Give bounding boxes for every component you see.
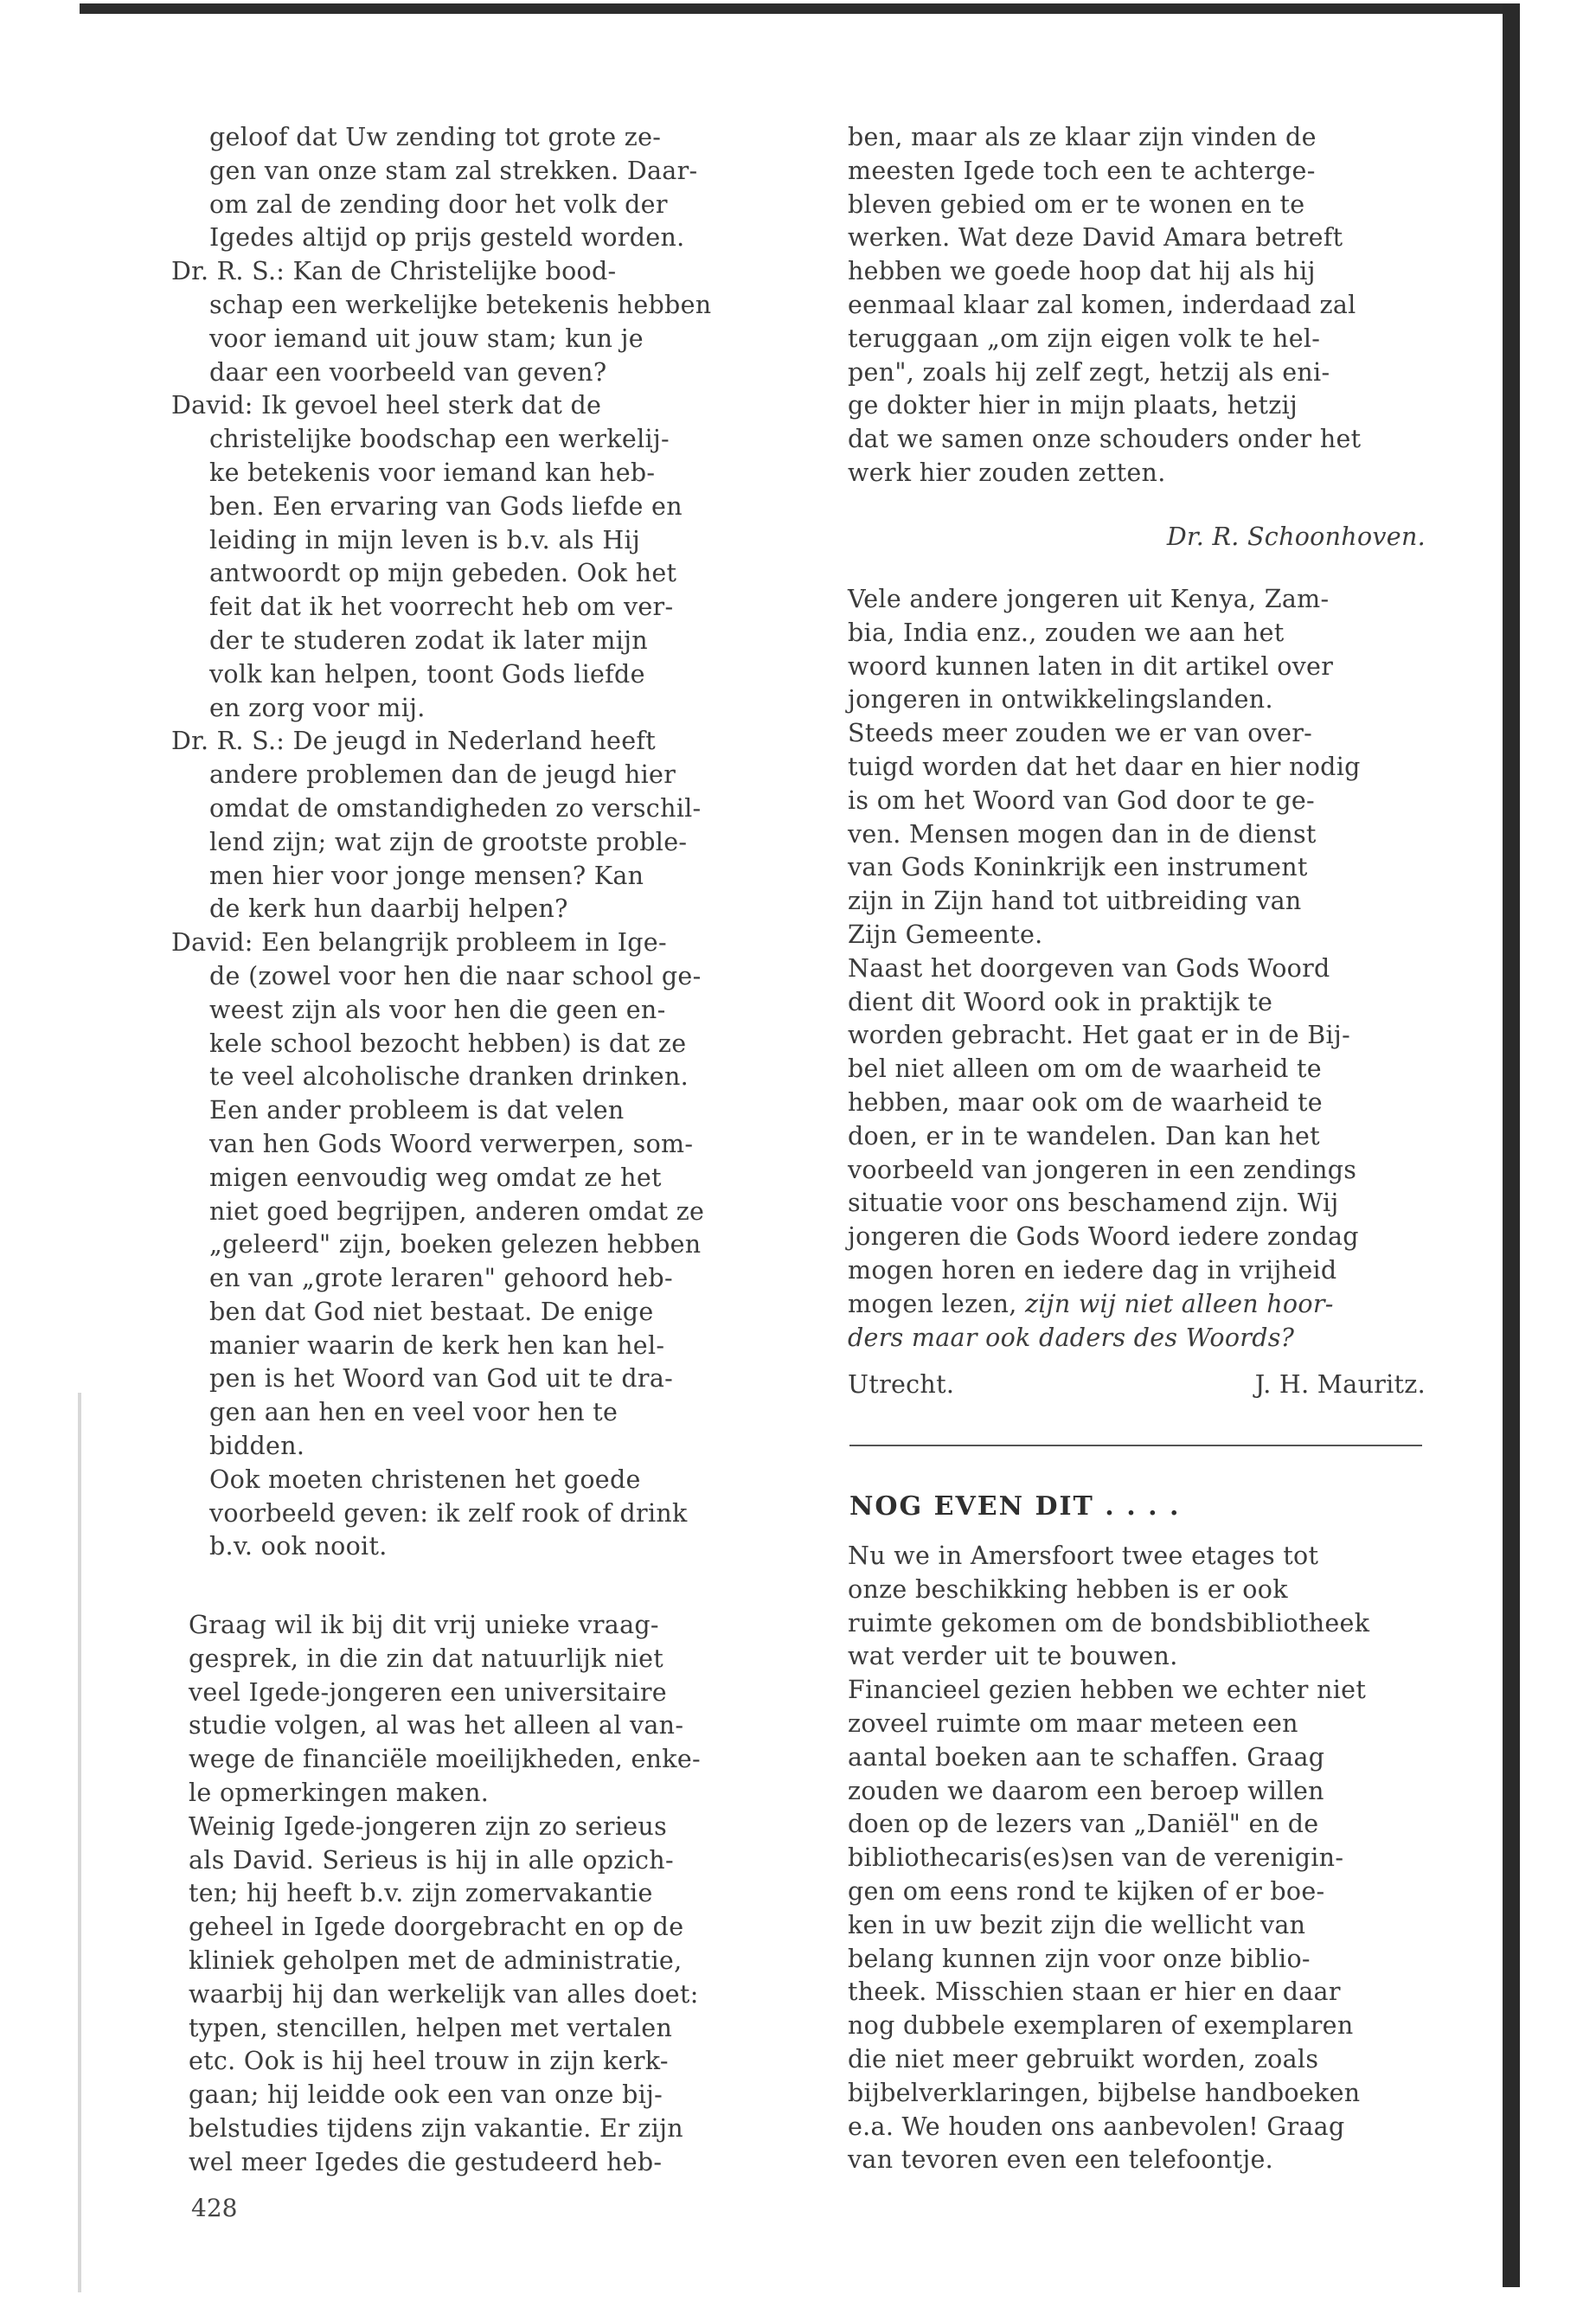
text-line: bleven gebied om er te wonen en te [848,189,1305,219]
text-line: Steeds meer zouden we er van over- [848,719,1313,748]
text-line: dient dit Woord ook in praktijk te [848,987,1273,1016]
text-line: schap een werkelijke betekenis hebben [209,290,712,319]
text-line: ke betekenis voor iemand kan heb- [209,458,656,487]
text-line: gen van onze stam zal strekken. Daar- [209,156,698,185]
text-line: meesten Igede toch een te achterge- [848,156,1316,185]
text-line: voor iemand uit jouw stam; kun je [209,324,644,353]
article-block [848,583,1436,1355]
section-heading: NOG EVEN DIT . . . . [849,1491,1181,1522]
answer-2 [171,926,768,1564]
text-line: daar een voorbeeld van geven? [209,357,607,387]
speaker-line: David: Een belangrijk probleem in Ige- [171,928,667,958]
text-line: bijbelverklaringen, bijbelse handboeken [848,2078,1361,2107]
dialogue-continuation [171,121,768,255]
text-line: typen, stencillen, helpen met vertalen [189,2013,673,2042]
text-line: nog dubbele exemplaren of exemplaren [848,2011,1354,2041]
text-line: weest zijn als voor hen die geen en- [209,995,666,1024]
speaker-line: Dr. R. S.: Kan de Christelijke bood- [171,257,617,286]
text-line: gen aan hen en veel voor hen te [209,1398,619,1427]
text-line: voorbeeld van jongeren in een zendings [848,1155,1357,1184]
text-line: zijn in Zijn hand tot uitbreiding van [848,887,1302,916]
text-line: veel Igede-jongeren een universitaire [189,1677,667,1707]
text-line: lend zijn; wat zijn de grootste proble- [209,827,688,856]
text-line: leiding in mijn leven is b.v. als Hij [209,525,641,554]
text-line: etc. Ook is hij heel trouw in zijn kerk- [189,2047,669,2076]
text-line: hebben we goede hoop dat hij als hij [848,257,1316,286]
text-line: geloof dat Uw zending tot grote ze- [209,123,662,151]
text-line: ben. Een ervaring van Gods liefde en [209,491,683,521]
question-1 [171,255,768,389]
italic-line: ders maar ook daders des Woords? [848,1323,1295,1352]
text-line: Weinig Igede-jongeren zijn zo serieus [189,1811,667,1841]
signature-schoonhoven: Dr. R. Schoonhoven. [1166,522,1426,551]
author-name: J. H. Mauritz. [1254,1370,1426,1399]
text-line: antwoordt op mijn gebeden. Ook het [209,559,677,588]
text-line: ruimte gekomen om de bondsbibliotheek [848,1608,1370,1638]
text-line: aantal boeken aan te schaffen. Graag [848,1742,1325,1772]
text-line: is om het Woord van God door te ge- [848,785,1315,815]
text-line: feit dat ik het voorrecht heb om ver- [209,593,674,622]
text-line: studie volgen, al was het alleen al van- [189,1711,684,1740]
text-line: theek. Misschien staan er hier en daar [848,1977,1341,2007]
signature-row [848,1368,1426,1402]
text-line: andere problemen dan de jeugd hier [209,760,676,790]
question-2 [171,725,768,926]
text-line: ben, maar als ze klaar zijn vinden de [848,123,1317,151]
text-line: Financieel gezien hebben we echter niet [848,1676,1367,1705]
text-line: wat verder uit te bouwen. [848,1642,1178,1671]
text-line-mixed [848,1288,1436,1322]
text-line: van Gods Koninkrijk een instrument [848,853,1308,882]
left-column [171,121,768,1564]
notice-block [848,1540,1436,2177]
text-line: Naast het doorgeven van Gods Woord [848,953,1330,983]
text-line: van hen Gods Woord verwerpen, som- [209,1129,694,1158]
text-line: le opmerkingen maken. [189,1778,490,1807]
left-page-shadow [78,1393,81,2292]
text-line: Nu we in Amersfoort twee etages tot [848,1541,1319,1570]
text-line: ten; hij heeft b.v. zijn zomervakantie [189,1879,653,1908]
text-line: wege de financiële moeilijkheden, enke- [189,1745,701,1774]
text-line: der te studeren zodat ik later mijn [209,625,648,655]
italic-span: zijn wij niet alleen hoor- [1024,1289,1334,1318]
text-line: geheel in Igede doorgebracht en op de [189,1913,684,1942]
text-line: van tevoren even een telefoontje. [848,2145,1274,2175]
text-line: gaan; hij leidde ook een van onze bij- [189,2080,663,2110]
text-line: als David. Serieus is hij in alle opzich- [189,1845,674,1875]
text-line: zouden we daarom een beroep willen [848,1776,1324,1805]
text-line: bel niet alleen om om de waarheid te [848,1054,1322,1084]
text-line: mogen horen en iedere dag in vrijheid [848,1255,1337,1285]
text-line: de (zowel voor hen die naar school ge- [209,961,702,990]
text-line: migen eenvoudig weg omdat ze het [209,1163,662,1192]
text-line: jongeren die Gods Woord iedere zondag [848,1222,1359,1252]
text-line: jongeren in ontwikkelingslanden. [848,685,1273,715]
text-line: om zal de zending door het volk der [209,189,668,219]
text-line: en zorg voor mij. [209,693,426,722]
text-line: wel meer Igedes die gestudeerd heb- [189,2147,663,2176]
right-column-continuation [848,121,1436,490]
answer-1 [171,389,768,725]
text-line: Vele andere jongeren uit Kenya, Zam- [848,585,1330,613]
text-line: ven. Mensen mogen dan in de dienst [848,819,1317,849]
text-line: onze beschikking hebben is er ook [848,1574,1288,1604]
text-line: die niet meer gebruikt worden, zoals [848,2044,1319,2073]
top-border-rule [80,3,1520,14]
text-line: bidden. [209,1432,305,1461]
text-line: werken. Wat deze David Amara betreft [848,223,1343,253]
text-line: ge dokter hier in mijn plaats, hetzij [848,391,1298,420]
text-line: kele school bezocht hebben) is dat ze [209,1029,687,1058]
text-line: doen, er in te wandelen. Dan kan het [848,1121,1320,1150]
text-line: omdat de omstandigheden zo verschil- [209,793,702,823]
text-line: pen", zoals hij zelf zegt, hetzij als eni- [848,357,1330,387]
speaker-line: David: Ik gevoel heel sterk dat de [171,391,602,420]
text-span: mogen lezen, [848,1289,1025,1318]
text-line: christelijke boodschap een werkelij- [209,425,670,454]
text-line: worden gebracht. Het gaat er in de Bij- [848,1021,1351,1050]
text-line: bia, India enz., zouden we aan het [848,618,1285,647]
right-binding-edge [1503,3,1520,2287]
text-line: tuigd worden dat het daar en hier nodig [848,752,1361,781]
text-line: teruggaan „om zijn eigen volk te hel- [848,324,1321,353]
text-line: eenmaal klaar zal komen, inderdaad zal [848,290,1356,319]
text-line: situatie voor ons beschamend zijn. Wij [848,1189,1339,1218]
commentary-block [189,1609,785,2180]
text-line: woord kunnen laten in dit artikel over [848,651,1334,681]
text-line: kliniek geholpen met de administratie, [189,1945,683,1975]
text-line: gesprek, in die zin dat natuurlijk niet [189,1644,663,1673]
text-line: belstudies tijdens zijn vakantie. Er zijn [189,2113,683,2143]
text-line: gen om eens rond te kijken of er boe- [848,1876,1325,1906]
text-line: hebben, maar ook om de waarheid te [848,1087,1323,1117]
text-line: waarbij hij dan werkelijk van alles doet: [189,1979,699,2009]
text-line: doen op de lezers van „Daniël" en de [848,1810,1319,1839]
text-line: zoveel ruimte om maar meteen een [848,1708,1298,1738]
text-line: volk kan helpen, toont Gods liefde [209,659,645,689]
text-line: Igedes altijd op prijs gesteld worden. [209,223,685,253]
text-line: manier waarin de kerk hen kan hel- [209,1330,665,1360]
text-line: niet goed begrijpen, anderen omdat ze [209,1196,705,1226]
text-line: men hier voor jonge mensen? Kan [209,861,644,890]
text-line: pen is het Woord van God uit te dra- [209,1364,674,1394]
page-number: 428 [191,2194,238,2222]
section-divider [849,1445,1422,1446]
text-line: „geleerd" zijn, boeken gelezen hebben [209,1230,702,1259]
text-line: voorbeeld geven: ik zelf rook of drink [209,1498,688,1528]
text-line: de kerk hun daarbij helpen? [209,894,568,924]
text-line: te veel alcoholische dranken drinken. [209,1062,689,1092]
text-line: en van „grote leraren" gehoord heb- [209,1264,673,1293]
text-line: dat we samen onze schouders onder het [848,425,1362,454]
text-line: werk hier zouden zetten. [848,458,1166,487]
text-line: bibliothecaris(es)sen van de verenigin- [848,1843,1344,1873]
text-line: Graag wil ik bij dit vrij unieke vraag- [189,1611,659,1639]
text-line: Een ander probleem is dat velen [209,1096,625,1125]
speaker-line: Dr. R. S.: De jeugd in Nederland heeft [171,727,656,756]
text-line: b.v. ook nooit. [209,1532,388,1561]
text-line: e.a. We houden ons aanbevolen! Graag [848,2112,1345,2141]
text-line: Zijn Gemeente. [848,920,1043,949]
text-line: belang kunnen zijn voor onze biblio- [848,1944,1311,1973]
text-line: ben dat God niet bestaat. De enige [209,1297,654,1326]
text-line: ken in uw bezit zijn die wellicht van [848,1910,1306,1939]
place-name: Utrecht. [848,1370,955,1399]
text-line: Ook moeten christenen het goede [209,1465,641,1494]
